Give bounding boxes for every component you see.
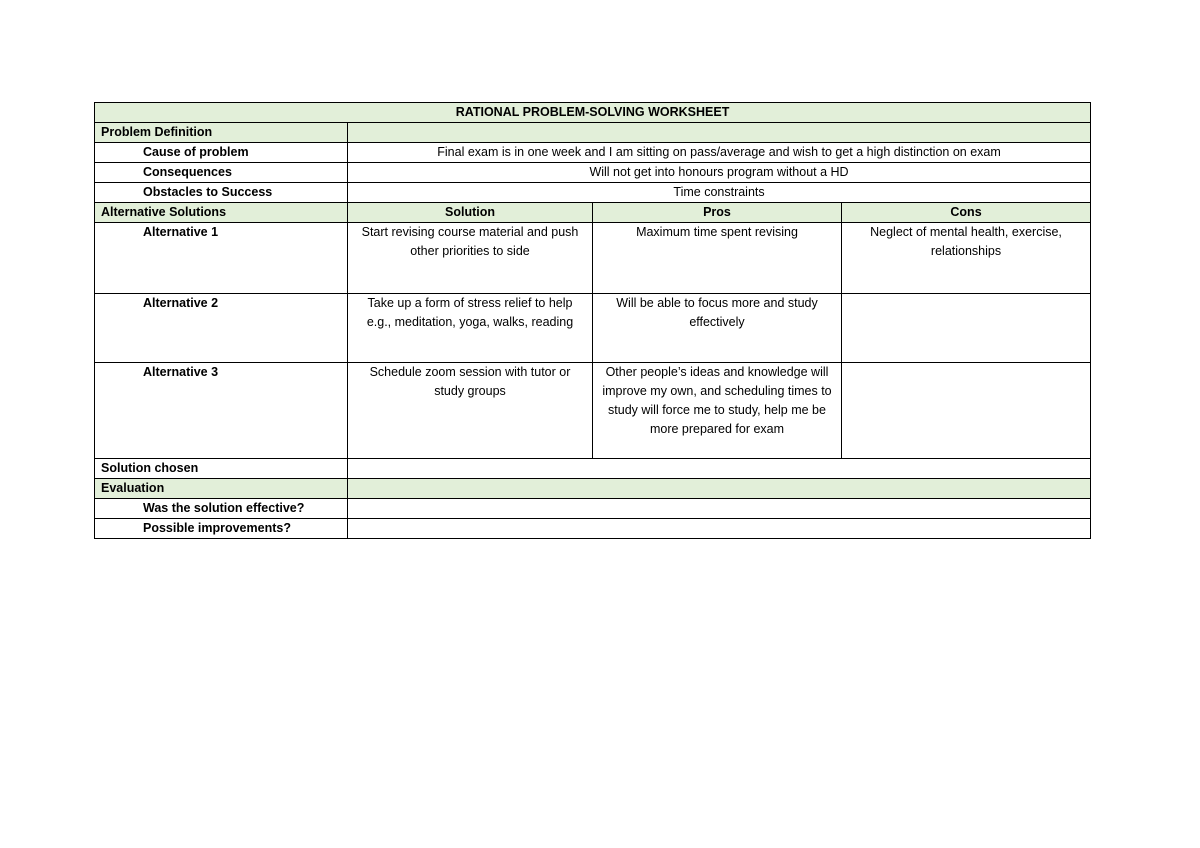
solution-chosen-label: Solution chosen	[95, 459, 348, 479]
alternative-3-label: Alternative 3	[95, 363, 348, 459]
evaluation-label: Evaluation	[95, 479, 348, 499]
alternative-2-label: Alternative 2	[95, 294, 348, 363]
alternative-3-pros-cell[interactable]: Other people’s ideas and knowledge will improve my own, and scheduling times to study will force me to study, help me be more prepared for exam	[593, 363, 842, 459]
column-header-cons: Cons	[842, 203, 1091, 223]
solution-chosen-cell[interactable]	[348, 459, 1091, 479]
possible-improvements-label: Possible improvements?	[95, 519, 348, 539]
alternative-2-pros-cell[interactable]: Will be able to focus more and study effectively	[593, 294, 842, 363]
alternative-2-solution-cell[interactable]: Take up a form of stress relief to help e.g., meditation, yoga, walks, reading	[348, 294, 593, 363]
column-header-pros: Pros	[593, 203, 842, 223]
alternative-3-solution-cell[interactable]: Schedule zoom session with tutor or study groups	[348, 363, 593, 459]
alternative-1-cons-cell[interactable]: Neglect of mental health, exercise, relationships	[842, 223, 1091, 294]
evaluation-cell[interactable]	[348, 479, 1091, 499]
alternative-solutions-label: Alternative Solutions	[95, 203, 348, 223]
alternative-3-cons-cell[interactable]	[842, 363, 1091, 459]
consequences-label: Consequences	[95, 163, 348, 183]
problem-definition-label: Problem Definition	[95, 123, 348, 143]
consequences-cell[interactable]: Will not get into honours program without a HD	[348, 163, 1091, 183]
cause-of-problem-label: Cause of problem	[95, 143, 348, 163]
solution-effective-label: Was the solution effective?	[95, 499, 348, 519]
problem-solving-worksheet-table	[94, 102, 1091, 539]
alternative-2-cons-cell[interactable]	[842, 294, 1091, 363]
obstacles-cell[interactable]: Time constraints	[348, 183, 1091, 203]
problem-definition-cell[interactable]	[348, 123, 1091, 143]
column-header-solution: Solution	[348, 203, 593, 223]
worksheet-title: RATIONAL PROBLEM-SOLVING WORKSHEET	[95, 103, 1091, 123]
alternative-1-pros-cell[interactable]: Maximum time spent revising	[593, 223, 842, 294]
alternative-1-solution-cell[interactable]: Start revising course material and push other priorities to side	[348, 223, 593, 294]
solution-effective-cell[interactable]	[348, 499, 1091, 519]
cause-of-problem-cell[interactable]: Final exam is in one week and I am sitting on pass/average and wish to get a high distinction on exam	[348, 143, 1091, 163]
possible-improvements-cell[interactable]	[348, 519, 1091, 539]
alternative-1-label: Alternative 1	[95, 223, 348, 294]
obstacles-label: Obstacles to Success	[95, 183, 348, 203]
